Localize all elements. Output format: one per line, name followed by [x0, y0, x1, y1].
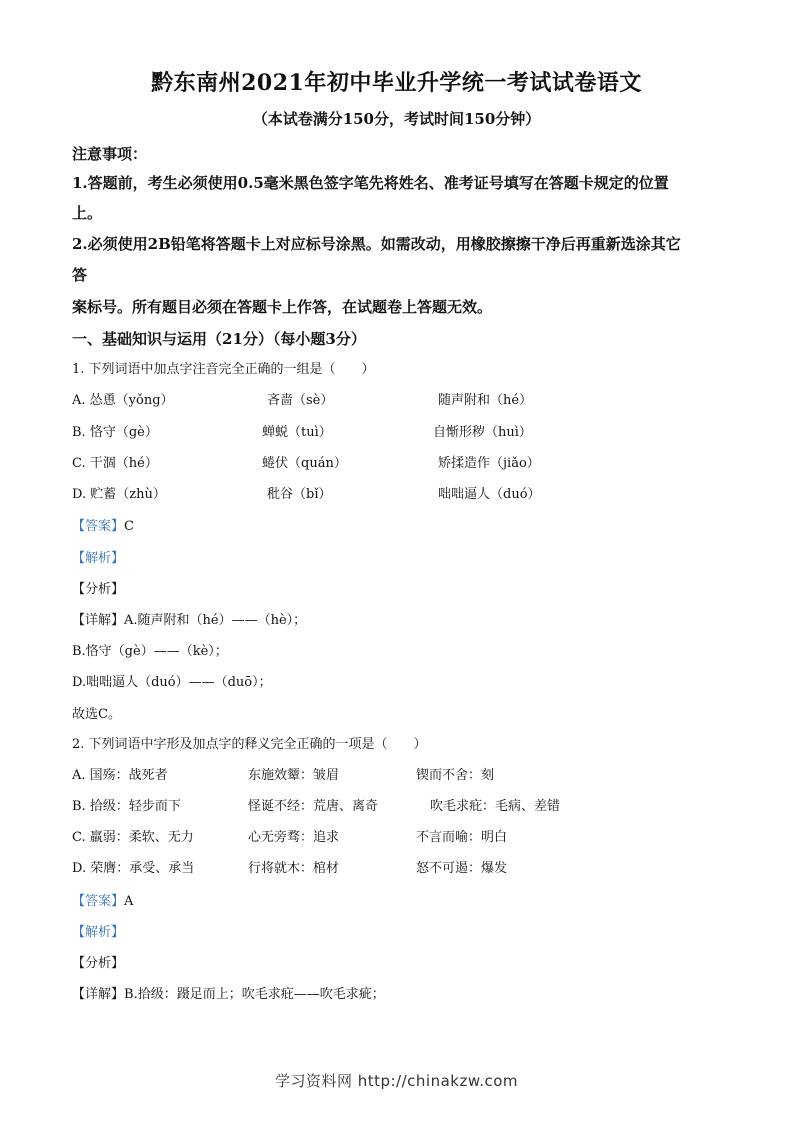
notice-line: 1.答题前，考生必须使用0.5毫米黑色签字笔先将姓名、准考证号填写在答题卡规定的位置 [72, 174, 669, 192]
option-a-col3: 锲而不舍：刻 [416, 768, 495, 783]
question-stem: 1. 下列词语中加点字注音完全正确的一组是（ ） [72, 362, 375, 377]
answer-label: 【答案】 [72, 894, 125, 909]
detail-line: B.恪守（gè）——（kè）； [72, 644, 228, 659]
option-b-col3: 自惭形秽（huì） [433, 425, 532, 440]
notice-heading: 注意事项： [72, 145, 148, 163]
option-a-col2: 吝啬（sè） [267, 393, 334, 408]
option-c-col3: 矫揉造作（jiǎo） [438, 456, 540, 471]
page-title: 黔东南州2021年初中毕业升学统一考试试卷语文 [151, 70, 642, 96]
option-c-col3: 不言而喻：明白 [416, 830, 508, 845]
option-b-col1: B. 恪守（gè） [72, 425, 158, 440]
detail-text: B.拾级：蹑足而上；吹毛求疪——吹毛求疵； [124, 987, 385, 1002]
conclusion: 故选C。 [72, 707, 121, 722]
question-stem: 2. 下列词语中字形及加点字的释义完全正确的一项是（ ） [72, 737, 427, 752]
option-a-col1: A. 怂恿（yǒng） [72, 393, 174, 408]
option-d-col2: 秕谷（bǐ） [267, 487, 332, 502]
detail-label: 【详解】 [72, 987, 125, 1002]
option-b-col2: 怪诞不经：荒唐、离奇 [248, 799, 379, 814]
fenxi-label: 【分析】 [72, 956, 125, 971]
answer-line [72, 890, 133, 909]
detail-label: 【详解】 [72, 613, 125, 628]
option-b-col1: B. 拾级：轻步而下 [72, 799, 181, 814]
option-a-col2: 东施效颦：皱眉 [248, 768, 340, 783]
detail-line [72, 609, 306, 628]
detail-text: A.随声附和（hé）——（hè）； [124, 613, 307, 628]
answer-label: 【答案】 [72, 519, 125, 534]
analysis-label: 【解析】 [72, 551, 125, 566]
notice-line: 2.必须使用2B铅笔将答题卡上对应标号涂黑。如需改动，用橡胶擦擦干净后再重新选涂其它 [72, 235, 681, 253]
fenxi-label: 【分析】 [72, 582, 125, 597]
detail-line [72, 983, 385, 1002]
option-a-col1: A. 国殇：战死者 [72, 768, 168, 783]
option-c-col1: C. 羸弱：柔软、无力 [72, 830, 194, 845]
notice-line: 案标号。所有题目必须在答题卡上作答，在试题卷上答题无效。 [72, 298, 493, 316]
section-heading: 一、基础知识与运用（21分）（每小题3分） [72, 330, 366, 348]
option-d-col3: 咄咄逼人（duó） [438, 487, 541, 502]
detail-line: D.咄咄逼人（duó）——（duō）； [72, 675, 272, 690]
option-d-col2: 行将就木：棺材 [248, 861, 340, 876]
page-subtitle: （本试卷满分150分，考试时间150分钟） [252, 110, 541, 128]
option-b-col2: 蝉蜕（tuì） [262, 425, 332, 440]
answer-value: C [124, 519, 134, 534]
option-d-col1: D. 荣膺：承受、承当 [72, 861, 195, 876]
notice-line: 答 [72, 266, 88, 284]
footer-watermark[interactable]: 学习资料网 http://chinakzw.com [274, 1072, 519, 1090]
answer-line [72, 515, 134, 534]
analysis-label: 【解析】 [72, 925, 125, 940]
option-c-col1: C. 干涸（hé） [72, 456, 158, 471]
option-c-col2: 蜷伏（quán） [262, 456, 347, 471]
option-d-col1: D. 贮蓄（zhù） [72, 487, 166, 502]
option-d-col3: 怒不可遏：爆发 [416, 861, 508, 876]
notice-line: 上。 [72, 204, 103, 222]
option-a-col3: 随声附和（hé） [438, 393, 533, 408]
option-b-col3: 吹毛求疪：毛病、差错 [430, 799, 561, 814]
answer-value: A [124, 894, 134, 909]
option-c-col2: 心无旁骛：追求 [248, 830, 340, 845]
